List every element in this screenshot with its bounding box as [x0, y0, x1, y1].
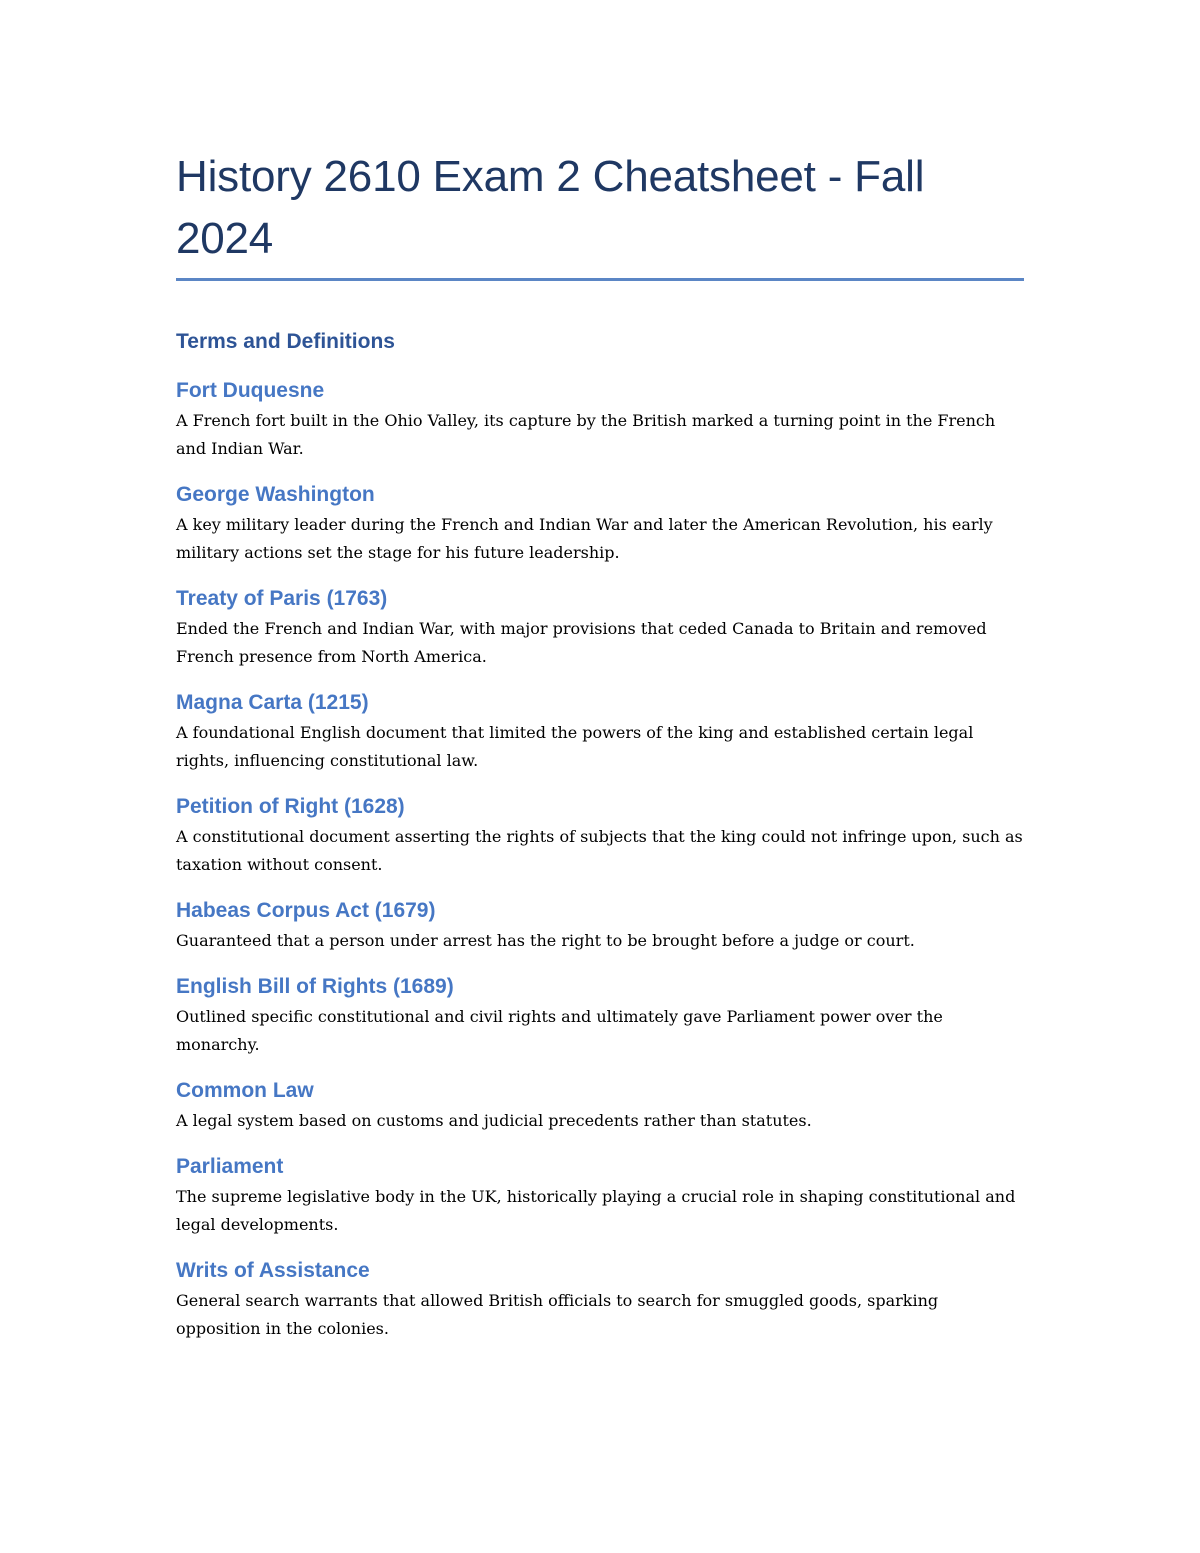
- term-definition: A French fort built in the Ohio Valley, its capture by the British marked a turning point in the French and Indian War.: [176, 411, 996, 458]
- document-title: History 2610 Exam 2 Cheatsheet - Fall 2024: [176, 152, 925, 263]
- term-entry: [176, 377, 1026, 463]
- title-divider: [176, 278, 1024, 281]
- term-name: Magna Carta (1215): [176, 691, 369, 714]
- term-entry: [176, 1257, 1026, 1343]
- term-name: Parliament: [176, 1155, 284, 1178]
- term-name: Habeas Corpus Act (1679): [176, 899, 436, 922]
- term-definition: A foundational English document that limited the powers of the king and established certain legal rights, influencing constitutional law.: [176, 723, 974, 770]
- term-entry: [176, 585, 1026, 671]
- term-definition: A key military leader during the French and Indian War and later the American Revolution, his early military actions set the stage for his future leadership.: [176, 515, 993, 562]
- term-entry: [176, 973, 1026, 1059]
- term-definition: Guaranteed that a person under arrest has the right to be brought before a judge or court.: [176, 931, 915, 950]
- document-body: [176, 146, 1026, 1361]
- term-name: Writs of Assistance: [176, 1259, 370, 1282]
- term-name: Petition of Right (1628): [176, 795, 405, 818]
- section-heading: Terms and Definitions: [176, 330, 395, 353]
- term-entry: [176, 897, 1026, 955]
- term-entry: [176, 1153, 1026, 1239]
- term-entry: [176, 793, 1026, 879]
- term-name: Common Law: [176, 1079, 314, 1102]
- term-name: Treaty of Paris (1763): [176, 587, 388, 610]
- term-name: English Bill of Rights (1689): [176, 975, 454, 998]
- term-entry: [176, 689, 1026, 775]
- term-entry: [176, 1077, 1026, 1135]
- term-definition: A legal system based on customs and judicial precedents rather than statutes.: [176, 1111, 812, 1130]
- term-entry: [176, 481, 1026, 567]
- term-definition: The supreme legislative body in the UK, historically playing a crucial role in shaping constitutional and legal developments.: [176, 1187, 1016, 1234]
- term-name: Fort Duquesne: [176, 379, 325, 402]
- term-definition: General search warrants that allowed British officials to search for smuggled goods, sparking opposition in the colonies.: [176, 1291, 939, 1338]
- term-name: George Washington: [176, 483, 375, 506]
- term-definition: A constitutional document asserting the rights of subjects that the king could not infringe upon, such as taxation without consent.: [176, 827, 1023, 874]
- term-definition: Outlined specific constitutional and civil rights and ultimately gave Parliament power over the monarchy.: [176, 1007, 943, 1054]
- term-definition: Ended the French and Indian War, with major provisions that ceded Canada to Britain and removed French presence from North America.: [176, 619, 987, 666]
